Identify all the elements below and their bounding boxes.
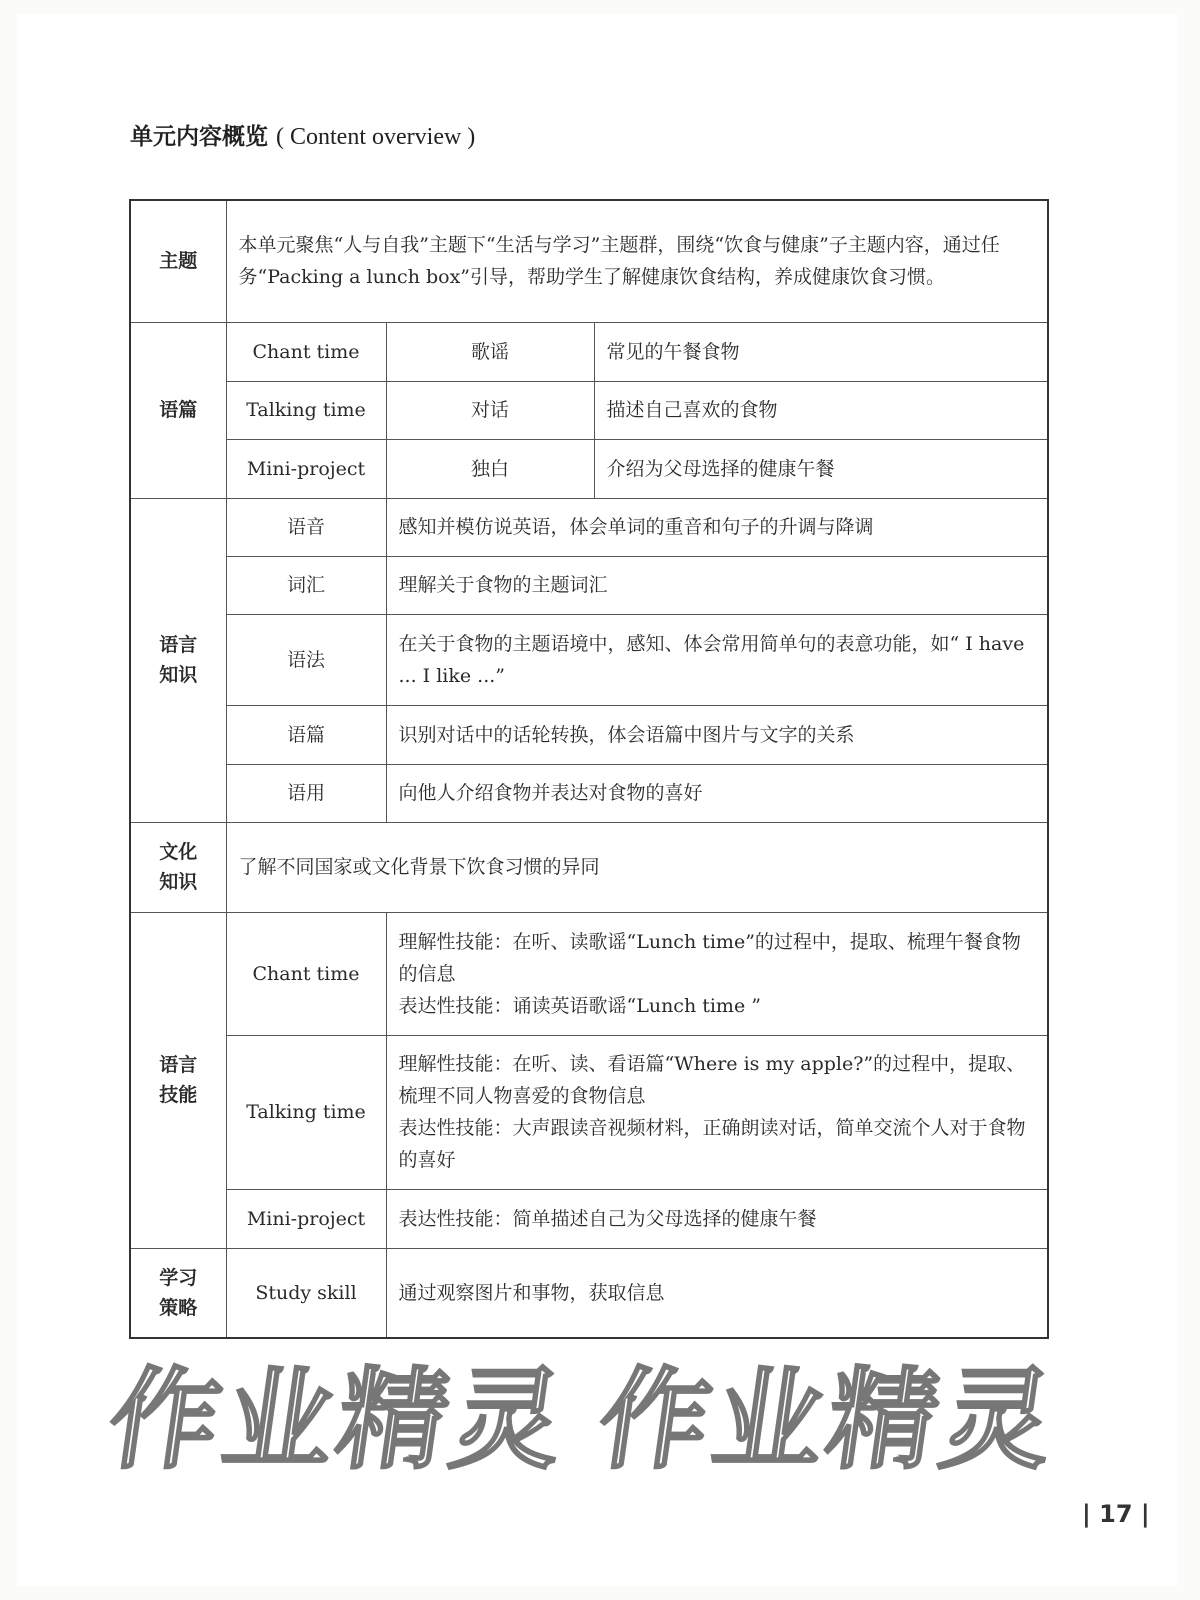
row-header: 文化 知识 — [130, 822, 226, 912]
watermark: 作业精灵 — [591, 1356, 1065, 1484]
cell: 独白 — [386, 439, 594, 498]
cell: Chant time — [226, 322, 386, 381]
cell: 了解不同国家或文化背景下饮食习惯的异同 — [226, 822, 1048, 912]
cell: Chant time — [226, 912, 386, 1035]
cell: 理解性技能：在听、读歌谣“Lunch time”的过程中，提取、梳理午餐食物的信息 表达性技能：诵读英语歌谣“Lunch time ” — [386, 912, 1048, 1035]
cell: Mini-project — [226, 1189, 386, 1248]
cell: Talking time — [226, 1035, 386, 1189]
cell: 在关于食物的主题语境中，感知、体会常用简单句的表意功能，如“ I have ... I like ...” — [386, 614, 1048, 705]
cell: 词汇 — [226, 556, 386, 614]
culture-row — [130, 822, 1048, 912]
cell: 通过观察图片和事物，获取信息 — [386, 1248, 1048, 1338]
table-row — [130, 705, 1048, 764]
title-zh: 单元内容概览 — [130, 124, 268, 150]
cell: 表达性技能：简单描述自己为父母选择的健康午餐 — [386, 1189, 1048, 1248]
watermark: 作业精灵 — [101, 1356, 575, 1484]
table-row — [130, 1189, 1048, 1248]
cell: 描述自己喜欢的食物 — [594, 381, 1048, 439]
cell: 向他人介绍食物并表达对食物的喜好 — [386, 764, 1048, 822]
title-en: ( Content overview ) — [276, 124, 476, 150]
cell: 感知并模仿说英语，体会单词的重音和句子的升调与降调 — [386, 498, 1048, 556]
strategy-row — [130, 1248, 1048, 1338]
row-header: 语篇 — [130, 322, 226, 498]
cell: 介绍为父母选择的健康午餐 — [594, 439, 1048, 498]
row-header: 主题 — [130, 200, 226, 322]
theme-text: 本单元聚焦“人与自我”主题下“生活与学习”主题群，围绕“饮食与健康”子主题内容，通过任务“Packing a lunch box”引导，帮助学生了解健康饮食结构，养成健康饮食习惯。 — [226, 200, 1048, 322]
cell: 语音 — [226, 498, 386, 556]
table-row — [130, 912, 1048, 1035]
cell: 理解性技能：在听、读、看语篇“Where is my apple?”的过程中，提取、梳理不同人物喜爱的食物信息 表达性技能：大声跟读音视频材料，正确朗读对话，简单交流个人对于食物的喜好 — [386, 1035, 1048, 1189]
cell: 歌谣 — [386, 322, 594, 381]
table-row — [130, 439, 1048, 498]
row-header: 语言 知识 — [130, 498, 226, 822]
content-overview-table — [129, 199, 1049, 1339]
cell: 语篇 — [226, 705, 386, 764]
table-row — [130, 381, 1048, 439]
page-title — [130, 118, 475, 151]
row-header: 学习 策略 — [130, 1248, 226, 1338]
page-number: | 17 | — [1082, 1500, 1150, 1528]
cell: 理解关于食物的主题词汇 — [386, 556, 1048, 614]
table-row — [130, 322, 1048, 381]
cell: 语法 — [226, 614, 386, 705]
cell: 对话 — [386, 381, 594, 439]
table-row — [130, 764, 1048, 822]
cell: 语用 — [226, 764, 386, 822]
cell: 识别对话中的话轮转换，体会语篇中图片与文字的关系 — [386, 705, 1048, 764]
theme-row — [130, 200, 1048, 322]
row-header: 语言 技能 — [130, 912, 226, 1248]
cell: 常见的午餐食物 — [594, 322, 1048, 381]
table-row — [130, 556, 1048, 614]
cell: Mini-project — [226, 439, 386, 498]
table-row — [130, 498, 1048, 556]
table-row — [130, 614, 1048, 705]
cell: Talking time — [226, 381, 386, 439]
cell: Study skill — [226, 1248, 386, 1338]
table-row — [130, 1035, 1048, 1189]
